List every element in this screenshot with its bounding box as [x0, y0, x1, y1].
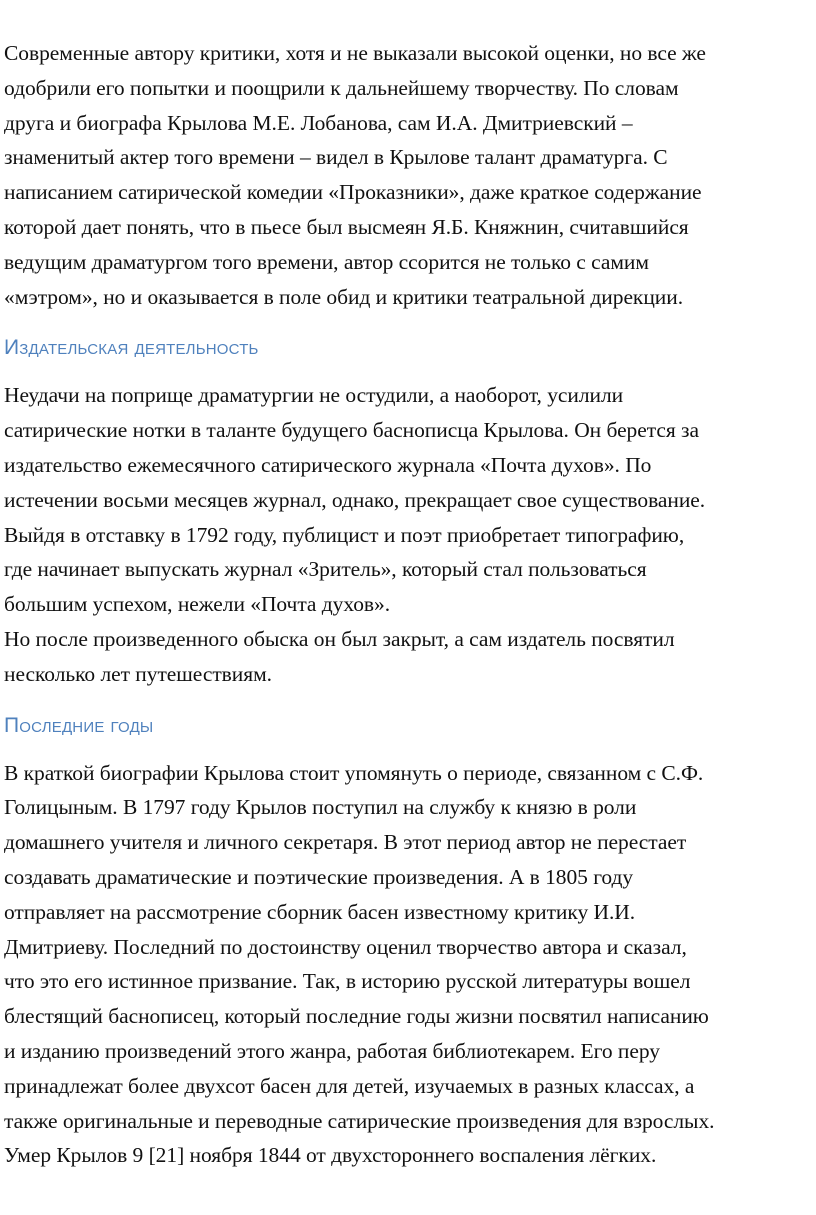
section-paragraph-publishing	[4, 378, 816, 691]
text-line: что это его истинное призвание. Так, в историю русской литературы вошел	[4, 969, 691, 994]
intro-paragraph	[4, 36, 816, 314]
text-line: большим успехом, нежели «Почта духов».	[4, 592, 391, 617]
text-line: «мэтром», но и оказывается в поле обид и критики театральной дирекции.	[4, 284, 684, 309]
text-line: которой дает понять, что в пьесе был высмеян Я.Б. Княжнин, считавшийся	[4, 214, 689, 239]
text-line: друга и биографа Крылова М.Е. Лобанова, сам И.А. Дмитриевский –	[4, 110, 633, 135]
text-line: блестящий баснописец, который последние годы жизни посвятил написанию	[4, 1004, 709, 1029]
text-line: домашнего учителя и личного секретаря. В этот период автор не перестает	[4, 830, 687, 855]
text-line: знаменитый актер того времени – видел в Крылове талант драматурга. С	[4, 145, 668, 170]
text-line: также оригинальные и переводные сатирические произведения для взрослых.	[4, 1108, 715, 1133]
text-line: одобрили его попытки и поощрили к дальнейшему творчеству. По словам	[4, 75, 679, 100]
text-line: Но после произведенного обыска он был закрыт, а сам издатель посвятил	[4, 626, 675, 651]
text-line: отправляет на рассмотрение сборник басен известному критику И.И.	[4, 899, 636, 924]
text-line: Голицыным. В 1797 году Крылов поступил на службу к князю в роли	[4, 795, 637, 820]
text-line: Выйдя в отставку в 1792 году, публицист и поэт приобретает типографию,	[4, 522, 685, 547]
text-line: и изданию произведений этого жанра, работая библиотекарем. Его перу	[4, 1038, 660, 1063]
text-line: несколько лет путешествиям.	[4, 661, 272, 686]
text-line: Неудачи на поприще драматургии не остудили, а наоборот, усилили	[4, 383, 624, 408]
text-line: Дмитриеву. Последний по достоинству оценил творчество автора и сказал,	[4, 934, 687, 959]
text-line: написанием сатирической комедии «Проказники», даже краткое содержание	[4, 180, 702, 205]
text-line: В краткой биографии Крылова стоит упомянуть о периоде, связанном с С.Ф.	[4, 760, 704, 785]
text-line: где начинает выпускать журнал «Зритель», который стал пользоваться	[4, 557, 647, 582]
section-heading-last-years: Последние годы	[4, 713, 154, 737]
text-line: сатирические нотки в таланте будущего баснописца Крылова. Он берется за	[4, 418, 699, 443]
section-heading-publishing: Издательская деятельность	[4, 336, 259, 360]
text-line: Современные автору критики, хотя и не выказали высокой оценки, но все же	[4, 41, 706, 65]
text-line: создавать драматические и поэтические произведения. А в 1805 году	[4, 864, 634, 889]
section-paragraph-last-years	[4, 756, 816, 1174]
text-line: ведущим драматургом того времени, автор ссорится не только с самим	[4, 249, 649, 274]
text-line: истечении восьми месяцев журнал, однако, прекращает свое существование.	[4, 487, 706, 512]
text-line: издательство ежемесячного сатирического журнала «Почта духов». По	[4, 452, 652, 477]
text-line: Умер Крылов 9 [21] ноября 1844 от двухстороннего воспаления лёгких.	[4, 1143, 657, 1168]
text-line: принадлежат более двухсот басен для детей, изучаемых в разных классах, а	[4, 1073, 695, 1098]
